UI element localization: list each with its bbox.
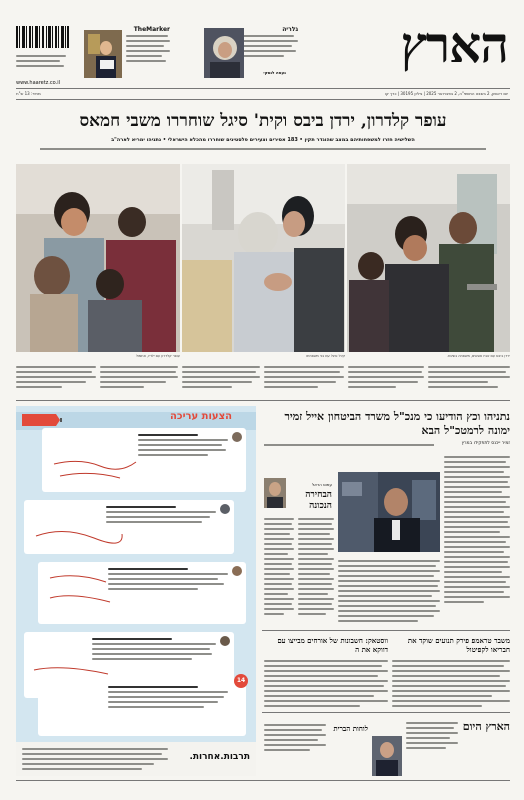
teaser-rule: [262, 712, 510, 713]
masthead-rule: [16, 88, 510, 89]
lead-body-col-1: [428, 366, 510, 391]
promo-gallery-photo: [204, 28, 244, 78]
story2-subhead: זמיר ייכנס לתפקידו במרץ: [461, 441, 510, 446]
barcode: [16, 26, 70, 66]
story2-column-photo: [264, 478, 286, 508]
ad-bubble-1: [42, 428, 246, 492]
promo-themarker[interactable]: [84, 26, 170, 82]
masthead-logo: הארץ: [400, 15, 508, 74]
lead-body-col-6: [16, 366, 96, 391]
lead-body-col-5: [100, 366, 178, 391]
ad-bubble-3: [38, 562, 246, 624]
ad-avatar-4: [220, 636, 230, 646]
bottom-body-1: [392, 660, 510, 710]
lead-subhead: השלישיה חזרו למשפחותיהם במצב שהוגדר תקין • 183 אסירים וצעירים פלסטינים שוחררו מהכלא הישראלי • נתניהו ימריא לארה"ב: [111, 137, 415, 143]
ad-avatar-1: [232, 432, 242, 442]
ad-bubble-2: [24, 500, 234, 554]
lead-caption-siegel: קית' סיגל עם בני משפחתו: [306, 354, 345, 358]
promo-gallery-section: גלריה: [282, 26, 298, 33]
ad-avatar-2: [220, 504, 230, 514]
teaser-logo: הארץ היום: [462, 720, 510, 733]
lead-subhead-line2: [40, 148, 486, 150]
lead-photo-siegel: [182, 164, 345, 352]
story2-column-title[interactable]: הבחירה הנכונה: [305, 490, 332, 511]
bottom-body-2: [264, 660, 388, 710]
story2-headline[interactable]: נתניהו וכץ הודיעו כי מנכ"ל משרד הביטחון אייל זמיר ימונה לרמטכ"ל הבא: [284, 410, 510, 437]
promo-themarker-section: TheMarker: [133, 26, 170, 33]
teaser-photo: [372, 736, 402, 776]
ad-avatar-3: [232, 566, 242, 576]
story2-body-mid: [338, 560, 440, 625]
lead-caption-calderon: עופר קלדרון עם ילדיו, אתמול: [135, 354, 180, 358]
story2-column-body-2: [264, 518, 294, 618]
teaser-title[interactable]: לוחות הברית: [333, 724, 368, 733]
lead-body-col-3: [264, 366, 344, 391]
teaser-body-2: [264, 724, 326, 754]
ad-schedule: [22, 748, 168, 773]
lead-body-col-4: [182, 366, 260, 391]
ad-bubble-5: [38, 678, 246, 736]
bottom-headline-1[interactable]: משבר טראמפ פירק תנועים שוקד את חבריאו לקפיטול: [407, 636, 510, 654]
teaser-body: [406, 722, 458, 752]
story2-photo-zamir: [338, 472, 440, 552]
section-rule: [16, 400, 510, 401]
lead-body-col-2: [348, 366, 424, 391]
lead-caption-bibas: ירדן ביבס עם אביו פוגשים, משפחה בשיבא: [447, 354, 510, 358]
promo-themarker-photo: [84, 30, 122, 78]
issue-line: יום ראשון, 2 בשבט התשפ"ה, 2 בפברואר 2025 | גיליון 30195 | כרך קו: [384, 91, 508, 96]
story2-column-kicker: עמוס הראל: [312, 482, 332, 487]
story2-body-right: [444, 456, 510, 606]
ad-badge: 14: [234, 674, 248, 688]
bottom-headline-2[interactable]: ווסטאק: חשבונות של אורחים מבייצו עם דווקא את ה: [277, 636, 388, 654]
promo-gallery[interactable]: [170, 26, 298, 82]
bottom-rule: [262, 630, 510, 631]
price-line: מחיר: 13 ש"ח: [16, 91, 41, 96]
story2-subhead-line: [264, 444, 434, 446]
ad-title: הצעות עריכה: [170, 411, 232, 422]
promo-gallery-author: נעמה לנסקי: [263, 70, 286, 75]
ad-panel[interactable]: [16, 406, 256, 776]
masthead-rule-2: [16, 99, 510, 100]
story2-column-body-1: [298, 518, 334, 618]
lead-headline[interactable]: עופר קלדרון, ירדן ביבס וקית' סיגל שוחררו משבי חמאס: [79, 111, 447, 131]
page-rule-bottom: [16, 780, 510, 781]
lead-photo-bibas: [347, 164, 510, 352]
site-url[interactable]: www.haaretz.co.il: [16, 80, 60, 86]
lead-photo-calderon: [16, 164, 180, 352]
ad-brand: תרבות.אחרות.: [189, 752, 250, 762]
